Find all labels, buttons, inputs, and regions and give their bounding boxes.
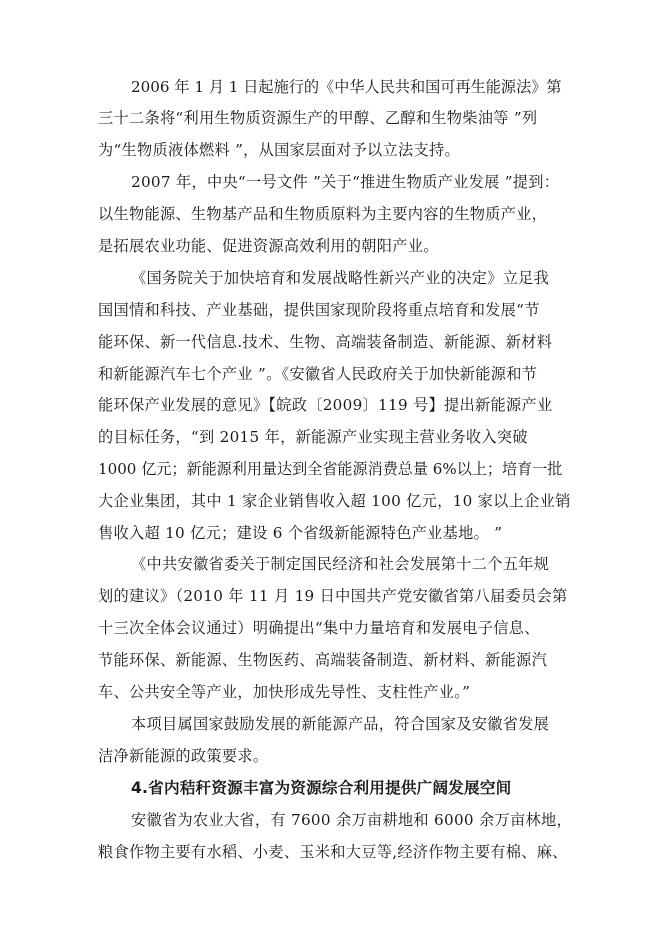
paragraph-4-line-4: 节能环保、新能源、生物医药、高端装备制造、新材料、新能源汽 xyxy=(98,651,548,669)
paragraph-5-line-2: 洁净新能源的政策要求。 xyxy=(98,747,269,765)
paragraph-2-line-3: 是拓展农业功能、促进资源高效利用的朝阳产业。 xyxy=(98,237,439,255)
paragraph-3-line-9: 售收入超 10 亿元；建设 6 个省级新能源特色产业基地。 ” xyxy=(98,524,503,542)
paragraph-4-line-2: 划的建议》（2010 年 11 月 19 日中国共产党安徽省第八届委员会第 xyxy=(98,587,568,605)
section-heading: 4.省内秸秆资源丰富为资源综合利用提供广阔发展空间 xyxy=(131,779,512,797)
paragraph-3-line-1: 《国务院关于加快培育和发展战略性新兴产业的决定》立足我 xyxy=(131,269,550,287)
paragraph-2-line-2: 以生物能源、生物基产品和生物质原料为主要内容的生物质产业， xyxy=(98,205,548,223)
final-paragraph-line-2: 粮食作物主要有水稻、小麦、玉米和大豆等,经济作物主要有棉、麻、 xyxy=(98,843,568,861)
paragraph-3-line-4: 和新能源汽车七个产业 ”。《安徽省人民政府关于加快新能源和节 xyxy=(98,365,538,383)
paragraph-3-line-3: 能环保、新一代信息.技术、生物、高端装备制造、新能源、新材料 xyxy=(98,333,553,351)
paragraph-1-line-3: 为“生物质液体燃料 ”，从国家层面对予以立法支持。 xyxy=(98,141,460,159)
paragraph-3-line-7: 1000 亿元；新能源利用量达到全省能源消费总量 6%以上；培育一批 xyxy=(98,460,563,478)
paragraph-3-line-6: 的目标任务，“到 2015 年，新能源产业实现主营业务收入突破 xyxy=(98,428,528,446)
paragraph-1-line-2: 三十二条将“利用生物质资源生产的甲醇、乙醇和生物柴油等 ”列 xyxy=(98,109,538,127)
paragraph-4-line-3: 十三次全体会议通过）明确提出“集中力量培育和发展电子信息、 xyxy=(98,619,540,637)
paragraph-4-line-5: 车、公共安全等产业，加快形成先导性、支柱性产业。” xyxy=(98,683,471,701)
paragraph-2-line-1: 2007 年，中央“一号文件 ”关于“推进生物质产业发展 ”提到： xyxy=(131,173,560,191)
paragraph-3-line-2: 国国情和科技、产业基础，提供国家现阶段将重点培育和发展“节 xyxy=(98,301,540,319)
paragraph-3-line-8: 大企业集团，其中 1 家企业销售收入超 100 亿元，10 家以上企业销 xyxy=(98,492,571,510)
paragraph-3-line-5: 能环保产业发展的意见》【皖政〔2009〕119 号】提出新能源产业 xyxy=(98,396,553,414)
paragraph-1-line-1: 2006 年 1 月 1 日起施行的《中华人民共和国可再生能源法》第 xyxy=(131,78,562,96)
final-paragraph-line-1: 安徽省为农业大省，有 7600 余万亩耕地和 6000 余万亩林地， xyxy=(131,811,572,829)
paragraph-5-line-1: 本项目属国家鼓励发展的新能源产品，符合国家及安徽省发展 xyxy=(131,715,550,733)
paragraph-4-line-1: 《中共安徽省委关于制定国民经济和社会发展第十二个五年规 xyxy=(131,555,550,573)
